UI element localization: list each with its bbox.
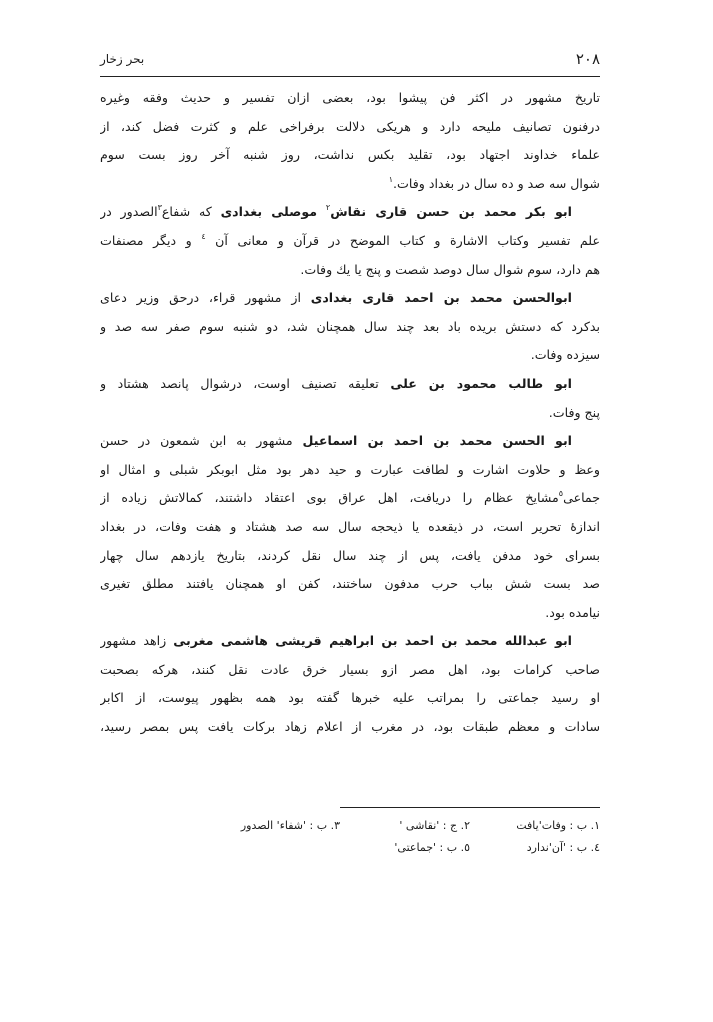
paragraph-5	[100, 427, 600, 627]
text-line: او رسید جماعتی را بمراتب علیه خبرها گفته بود همه بظهور پیوست، از اکابر	[100, 690, 600, 706]
main-text	[100, 84, 600, 742]
text-line: نیامده بود.	[545, 604, 600, 620]
entry-name: ابو الحسن محمد بن احمد بن اسماعیل	[302, 433, 572, 449]
footnote-marker: ٤	[201, 231, 206, 241]
footnote-marker: ۳	[157, 203, 162, 213]
text-line	[100, 227, 600, 256]
line-text: زاهد مشهور	[100, 633, 167, 649]
footnotes	[100, 815, 600, 859]
text-line: صاحب کرامات بود، اهل مصر ازو بسیار خرق عادت نقل کنند، هرکه بصحبت	[100, 661, 600, 677]
line-text: شوال سه صد و ده سال در بغداد وفات.	[393, 175, 600, 191]
paragraph-6	[100, 627, 600, 741]
entry-name: ابو بکر محمد بن حسن قاری نقاش	[330, 204, 572, 220]
line-text: و دیگر مصنفات	[100, 232, 192, 248]
text-line: بسرای خود مدفن یافت، پس از چند سال نقل کردند، بتاریخ یازدهم سال چهار	[100, 547, 600, 563]
text-line: درفنون تصانیف ملیحه دارد و هریکی دلالت برفراخی علم و کثرت فضل کند، از	[100, 118, 600, 134]
footnote-row	[100, 815, 600, 837]
page-header	[100, 50, 600, 72]
footnote-row	[100, 837, 600, 859]
line-text: جماعی	[563, 490, 600, 506]
text-line: اندازهٔ تحریر است، در ذیقعده یا ذیحجه سال سه صد هشتاد و هفت وفات، در بغداد	[100, 518, 600, 534]
footnote-marker: ۱	[388, 174, 394, 184]
page-number: ۲۰۸	[575, 50, 600, 68]
line-text: مشهور به ابن شمعون در حسن	[100, 433, 293, 449]
text-line	[100, 427, 600, 456]
footnote-marker: ٥	[558, 489, 564, 499]
paragraph-4	[100, 370, 600, 427]
text-line: وعظ و حلاوت اشارت و لطافت عبارت و حید دهر بود مثل ابوبکر شبلی و امثال او	[100, 461, 600, 477]
text-line: هم دارد، سوم شوال سال دوصد شصت و پنج یا یك وفات.	[300, 261, 600, 277]
footnote-marker: ۲	[325, 203, 331, 213]
text-line: علماء خداوند اجتهاد بود، تقلید بکس نداشت، روز شنبه آخر روز بست سوم	[100, 147, 600, 163]
running-title: بحر زخار	[100, 52, 145, 66]
footnote-3: ۳. ب : 'شفاء' الصدور	[240, 819, 340, 832]
line-text: علم تفسیر وکتاب الاشارة و کتاب الموضح در قرآن و معانی آن	[215, 232, 600, 248]
entry-name: ابو عبدالله محمد بن احمد بن ابراهیم قریشی هاشمی مغربی	[173, 633, 573, 649]
entry-name: ابوالحسن محمد بن احمد قاری بغدادی	[310, 290, 572, 306]
line-text: مشایخ عظام را دریافت، اهل عراق بوی اعتقاد داشتند، کمالاتش زیاده از	[100, 490, 559, 506]
text-line: صد بست شش بباب حرب مدفون ساختند، کفن او همچنان یافتند مطلق تغیری	[100, 576, 600, 592]
text-line	[100, 370, 600, 399]
text-line: پنج وفات.	[548, 404, 600, 420]
text-line: سادات و معظم طبقات بود، در مغرب از اعلام زهاد برکات یافت پس بمصر رسید،	[100, 719, 600, 735]
entry-name: ابو طالب محمود بن علی	[390, 375, 572, 391]
line-text: که شفاع	[161, 204, 212, 220]
line-text: تعلیقه تصنیف اوست، درشوال پانصد هشتاد و	[100, 375, 379, 391]
text-line	[100, 627, 600, 656]
paragraph-3	[100, 284, 600, 370]
header-rule	[100, 76, 600, 77]
footnote-2: ۲. ج : 'نقاشی '	[399, 819, 470, 832]
footnote-rule	[340, 807, 600, 808]
footnote-1: ۱. ب : وفات'یافت	[516, 819, 600, 832]
text-line	[100, 198, 600, 227]
paragraph-1	[100, 84, 600, 198]
text-line: بدکرد که دستش بریده باد بعد چند سال همچنان شد، دو شنبه سوم صفر سه صد و	[100, 318, 600, 334]
text-line	[100, 170, 600, 199]
line-text: از مشهور قراء، درحق وزیر دعای	[100, 290, 301, 306]
text-line	[100, 484, 600, 513]
text-line	[100, 284, 600, 313]
footnote-5: ٥. ب : 'جماعتی'	[394, 841, 470, 854]
footnote-4: ٤. ب : 'آن'ندارد	[526, 841, 600, 854]
text-line: سیزده وفات.	[530, 347, 600, 363]
paragraph-2	[100, 198, 600, 284]
line-text: الصدور در	[100, 204, 158, 220]
text-line: تاریخ مشهور در اکثر فن پیشوا بود، بعضی ازان تفسیر و حدیث وفقه وغیره	[100, 90, 600, 105]
entry-name-suffix: موصلی بغدادی	[220, 204, 318, 220]
